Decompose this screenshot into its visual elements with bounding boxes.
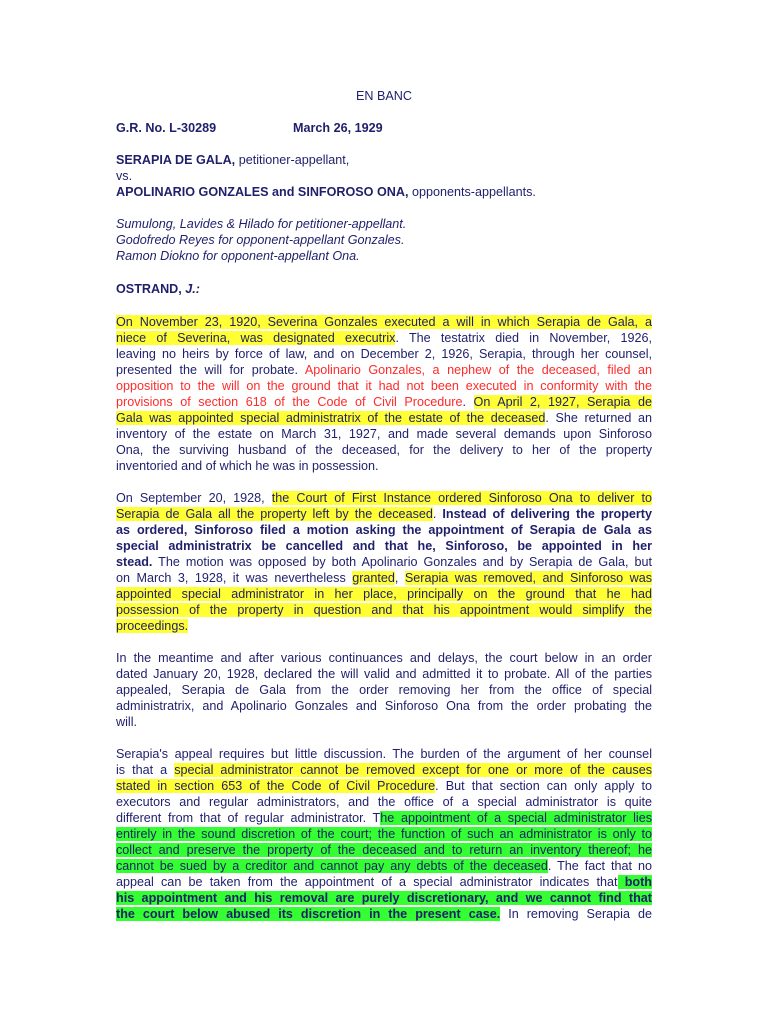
paragraph-line: dated January 20, 1928, declared the will valid and admitted it to probate. All of the parties xyxy=(116,667,652,681)
highlight-green: entirely in the sound discretion of the court; the function of such an administrator is only to xyxy=(116,827,652,841)
highlight-green: the court below abused its discretion in the present case. xyxy=(116,907,501,921)
bold-text: stead. xyxy=(116,555,153,569)
bold-text: Instead of delivering the property xyxy=(442,507,653,521)
text-run: On September 20, 1928, xyxy=(116,491,272,505)
paragraph-line xyxy=(116,410,652,426)
text-run: The motion was opposed by both Apolinario Gonzales and by Serapia de Gala, but xyxy=(152,555,652,569)
highlight-yellow: possession of the property in question and that his appointment would simplify the xyxy=(116,603,652,617)
text-run: . xyxy=(462,395,474,409)
highlight-yellow: stated in section 653 of the Code of Civil Procedure xyxy=(116,779,436,793)
text-run: . The fact that no xyxy=(547,859,652,873)
text-run: is that a xyxy=(116,763,175,777)
red-text: Apolinario Gonzales, a nephew of the deceased, filed an xyxy=(304,363,653,377)
paragraph-line xyxy=(116,810,652,826)
paragraph-line xyxy=(116,506,652,522)
highlight-yellow: Serapia was removed, and Sinforoso was xyxy=(404,571,652,585)
paragraph-line xyxy=(116,394,652,410)
opponents-role: opponents-appellants. xyxy=(411,185,536,199)
petitioner-role: petitioner-appellant, xyxy=(238,153,350,167)
paragraph-line: executors and regular administrators, and the office of a special administrator is quite xyxy=(116,795,652,809)
paragraph-line xyxy=(116,602,652,618)
petitioner-line xyxy=(116,152,349,168)
court-division: EN BANC xyxy=(356,89,412,103)
paragraph-line xyxy=(116,554,652,570)
highlight-yellow: On April 2, 1927, Serapia de xyxy=(473,395,652,409)
paragraph-line xyxy=(116,874,652,890)
text-run: on March 3, 1928, it was nevertheless xyxy=(116,571,353,585)
decision-date: March 26, 1929 xyxy=(293,121,383,135)
paragraph-line xyxy=(116,586,652,602)
counsel-line: Ramon Diokno for opponent-appellant Ona. xyxy=(116,249,360,263)
text-run: . But that section can only apply to xyxy=(435,779,652,793)
paragraph-line xyxy=(116,330,652,346)
paragraph-line: inventoried and of which he was in possession. xyxy=(116,459,379,473)
paragraph-line: inventory of the estate on March 31, 1927, and made several demands upon Sinforoso xyxy=(116,427,652,441)
paragraph-line: Ona, the surviving husband of the deceased, for the delivery to her of the property xyxy=(116,443,652,457)
highlight-green: collect and preserve the property of the deceased and to return an inventory thereof; he xyxy=(116,843,652,857)
opponents-line xyxy=(116,184,536,200)
paragraph-line: appealed, Serapia de Gala from the order removing her from the office of special xyxy=(116,683,652,697)
highlight-green: both xyxy=(617,875,652,889)
petitioner-name: SERAPIA DE GALA, xyxy=(116,153,236,167)
highlight-yellow: Serapia de Gala all the property left by the deceased xyxy=(116,507,433,521)
paragraph-line xyxy=(116,570,652,586)
paragraph-line xyxy=(116,362,652,378)
red-text: provisions of section 618 of the Code of Civil Procedure xyxy=(116,395,463,409)
paragraph-line: will. xyxy=(116,715,137,729)
paragraph-line: as ordered, Sinforoso filed a motion asking the appointment of Serapia de Gala as xyxy=(116,523,652,537)
paragraph-line xyxy=(116,826,652,842)
ponente xyxy=(116,281,200,297)
paragraph-line xyxy=(116,778,652,794)
highlight-yellow: appointed special administrator in her place, principally on the ground that he had xyxy=(116,587,652,601)
paragraph-line: leaving no heirs by force of law, and on December 2, 1926, Serapia, through her counsel, xyxy=(116,347,652,361)
paragraph-line xyxy=(116,762,652,778)
highlight-yellow: special administrator cannot be removed except for one or more of the causes xyxy=(174,763,652,777)
highlight-green: he appointment of a special administrator lies xyxy=(380,811,653,825)
paragraph-line xyxy=(116,490,652,506)
text-run: presented the will for probate. xyxy=(116,363,305,377)
paragraph-line: special administratrix be cancelled and that he, Sinforoso, be appointed in her xyxy=(116,539,652,553)
paragraph-line xyxy=(116,906,652,922)
author-name: OSTRAND, xyxy=(116,282,182,296)
highlight-green: his appointment and his removal are purely discretionary, and we cannot find that xyxy=(116,891,652,905)
text-run: . She returned an xyxy=(545,411,653,425)
highlight-yellow: On November 23, 1920, Severina Gonzales executed a will in which Serapia de Gala, a xyxy=(116,315,652,329)
author-title: J.: xyxy=(185,282,200,296)
paragraph-line xyxy=(116,842,652,858)
text-run: . xyxy=(432,507,443,521)
counsel-line: Sumulong, Lavides & Hilado for petitioner-appellant. xyxy=(116,217,407,231)
highlight-yellow: Gala was appointed special administratrix of the estate of the deceased xyxy=(116,411,546,425)
highlight-yellow: the Court of First Instance ordered Sinforoso Ona to deliver to xyxy=(271,491,653,505)
paragraph-line: opposition to the will on the ground that it had not been executed in conformity with the xyxy=(116,379,652,393)
paragraph-line: In the meantime and after various continuances and delays, the court below in an order xyxy=(116,651,652,665)
opponents-names: APOLINARIO GONZALES and SINFOROSO ONA, xyxy=(116,185,409,199)
counsel-line: Godofredo Reyes for opponent-appellant Gonzales. xyxy=(116,233,405,247)
paragraph-line xyxy=(116,314,652,330)
text-run: In removing Serapia de xyxy=(500,907,652,921)
text-run: , xyxy=(394,571,405,585)
highlight-yellow: proceedings. xyxy=(116,619,189,633)
text-run: different from that of regular administrator. T xyxy=(116,811,381,825)
versus: vs. xyxy=(116,169,133,183)
highlight-green: cannot be sued by a creditor and cannot pay any debts of the deceased xyxy=(116,859,548,873)
paragraph-line xyxy=(116,618,652,634)
highlight-yellow: granted xyxy=(352,571,395,585)
text-run: appeal can be taken from the appointment of a special administrator indicates that xyxy=(116,875,618,889)
paragraph-line xyxy=(116,890,652,906)
paragraph-line xyxy=(116,858,652,874)
case-number: G.R. No. L-30289 xyxy=(116,121,217,135)
highlight-yellow: niece of Severina, was designated executrix xyxy=(116,331,396,345)
text-run: . The testatrix died in November, 1926, xyxy=(395,331,652,345)
paragraph-line: Serapia's appeal requires but little discussion. The burden of the argument of her counsel xyxy=(116,747,652,761)
paragraph-line: administratrix, and Apolinario Gonzales and Sinforoso Ona from the order probating the xyxy=(116,699,652,713)
